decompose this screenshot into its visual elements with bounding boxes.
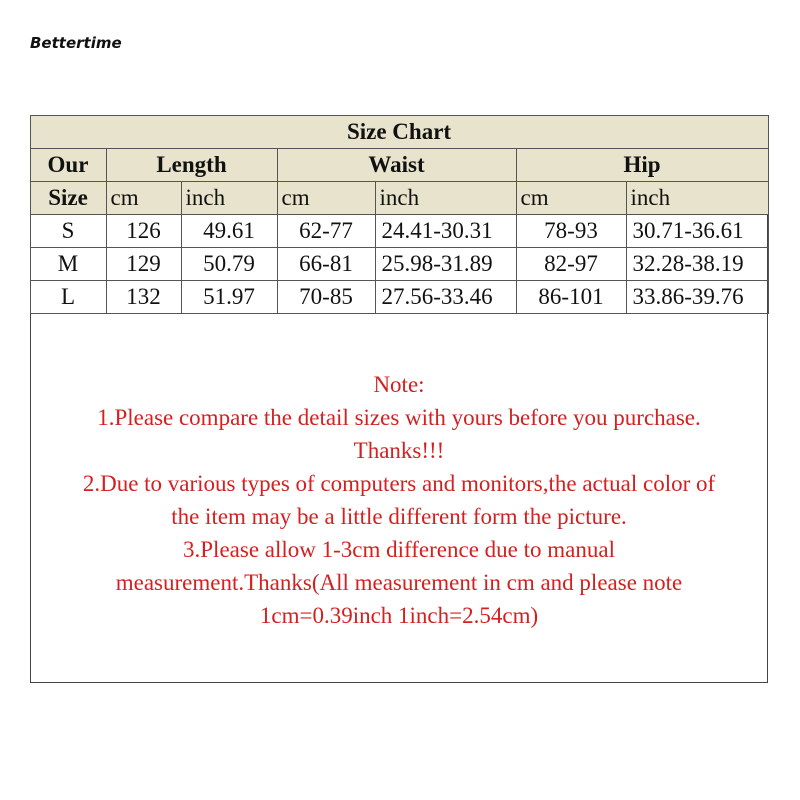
unit-length-inch: inch [181, 181, 277, 214]
length-cm: 129 [106, 247, 181, 280]
unit-length-cm: cm [106, 181, 181, 214]
unit-hip-inch: inch [626, 181, 768, 214]
table-row [30, 247, 768, 280]
note-line: Thanks!!! [353, 438, 445, 463]
notes-block [31, 368, 767, 632]
note-line: the item may be a little different form the picture. [171, 504, 627, 529]
header-hip: Hip [516, 148, 768, 181]
hip-inch: 33.86-39.76 [626, 280, 768, 313]
waist-cm: 66-81 [277, 247, 375, 280]
waist-cm: 70-85 [277, 280, 375, 313]
waist-inch: 27.56-33.46 [375, 280, 516, 313]
size-header-bottom: Size [30, 181, 106, 214]
header-length: Length [106, 148, 277, 181]
chart-title: Size Chart [30, 115, 768, 148]
waist-cm: 62-77 [277, 214, 375, 247]
hip-cm: 82-97 [516, 247, 626, 280]
header-waist: Waist [277, 148, 516, 181]
length-cm: 132 [106, 280, 181, 313]
length-inch: 50.79 [181, 247, 277, 280]
note-line: measurement.Thanks(All measurement in cm and please note [115, 570, 683, 595]
waist-inch: 24.41-30.31 [375, 214, 516, 247]
hip-cm: 78-93 [516, 214, 626, 247]
hip-cm: 86-101 [516, 280, 626, 313]
table-row [30, 280, 768, 313]
note-line: 2.Due to various types of computers and monitors,the actual color of [82, 471, 716, 496]
waist-inch: 25.98-31.89 [375, 247, 516, 280]
brand-name: Bettertime [30, 34, 122, 52]
size-label: L [30, 280, 106, 313]
size-label: M [30, 247, 106, 280]
note-line: 3.Please allow 1-3cm difference due to manual [183, 537, 615, 562]
unit-hip-cm: cm [516, 181, 626, 214]
size-chart [30, 115, 768, 683]
hip-inch: 30.71-36.61 [626, 214, 768, 247]
size-label: S [30, 214, 106, 247]
note-heading: Note: [373, 372, 425, 397]
unit-waist-inch: inch [375, 181, 516, 214]
hip-inch: 32.28-38.19 [626, 247, 768, 280]
note-line: 1cm=0.39inch 1inch=2.54cm) [259, 603, 539, 628]
table-row [30, 214, 768, 247]
length-inch: 51.97 [181, 280, 277, 313]
unit-waist-cm: cm [277, 181, 375, 214]
size-table [30, 115, 769, 314]
length-inch: 49.61 [181, 214, 277, 247]
length-cm: 126 [106, 214, 181, 247]
size-header-top: Our [30, 148, 106, 181]
note-line: 1.Please compare the detail sizes with yours before you purchase. [97, 405, 701, 430]
